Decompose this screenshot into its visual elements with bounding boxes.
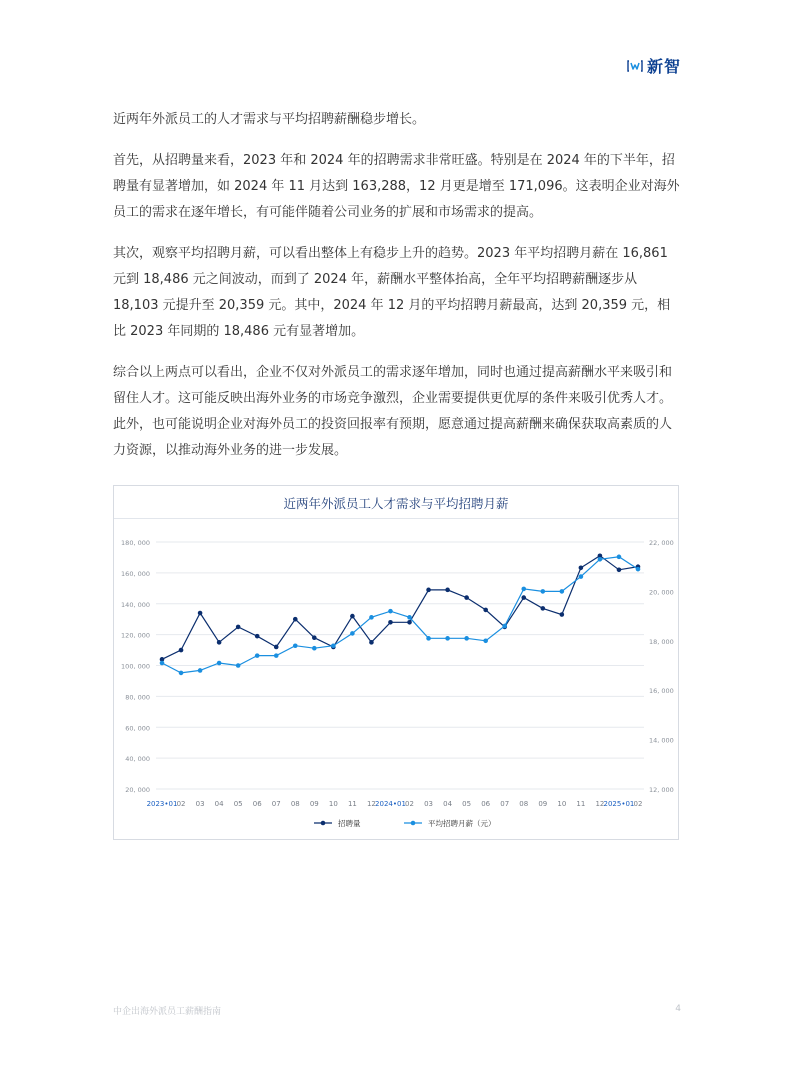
data-point-series-2 bbox=[464, 636, 469, 641]
data-point-series-1 bbox=[198, 611, 203, 616]
data-point-series-2 bbox=[331, 643, 336, 648]
series-line-1 bbox=[162, 556, 638, 660]
x-tick-label: 06 bbox=[252, 800, 262, 808]
data-point-series-2 bbox=[312, 646, 317, 651]
x-tick-label: 05 bbox=[233, 800, 243, 808]
y-right-tick-label: 12, 000 bbox=[649, 786, 674, 794]
data-point-series-2 bbox=[274, 653, 279, 658]
x-tick-label: 04 bbox=[214, 800, 224, 808]
x-tick-label: 07 bbox=[500, 800, 510, 808]
y-left-tick-label: 40, 000 bbox=[125, 755, 150, 764]
data-point-series-2 bbox=[179, 671, 184, 676]
data-point-series-2 bbox=[541, 589, 546, 594]
data-point-series-1 bbox=[541, 606, 546, 611]
y-right-tick-label: 20, 000 bbox=[649, 588, 674, 597]
legend-swatch-marker bbox=[321, 821, 326, 826]
data-point-series-2 bbox=[617, 555, 622, 560]
data-point-series-1 bbox=[560, 612, 565, 617]
data-point-series-2 bbox=[407, 615, 412, 620]
y-left-tick-label: 100, 000 bbox=[121, 662, 150, 671]
footer-document-title: 中企出海外派员工薪酬指南 bbox=[113, 1007, 222, 1017]
x-tick-label: 2023•01 bbox=[146, 800, 178, 808]
data-point-series-2 bbox=[388, 609, 393, 614]
x-tick-label: 10 bbox=[328, 800, 338, 808]
x-tick-label: 10 bbox=[557, 800, 567, 808]
data-point-series-2 bbox=[160, 661, 165, 666]
data-point-series-2 bbox=[445, 636, 450, 641]
data-point-series-2 bbox=[369, 615, 374, 620]
x-tick-label: 07 bbox=[271, 800, 281, 808]
footer-page-number: 4 bbox=[675, 1004, 681, 1014]
data-point-series-2 bbox=[293, 643, 298, 648]
data-point-series-2 bbox=[560, 589, 565, 594]
y-left-tick-label: 120, 000 bbox=[121, 631, 150, 640]
data-point-series-2 bbox=[579, 574, 584, 579]
article-body bbox=[113, 107, 681, 464]
data-point-series-2 bbox=[598, 557, 603, 562]
data-point-series-2 bbox=[502, 624, 507, 629]
x-tick-label: 02 bbox=[405, 800, 414, 808]
x-tick-label: 2024•01 bbox=[375, 800, 406, 808]
legend-label: 平均招聘月薪（元） bbox=[428, 819, 496, 828]
x-tick-label: 09 bbox=[309, 800, 319, 808]
brand-logo-icon bbox=[627, 59, 643, 73]
data-point-series-1 bbox=[445, 588, 450, 593]
data-point-series-1 bbox=[388, 620, 393, 625]
paragraph-intro: 近两年外派员工的人才需求与平均招聘薪酬稳步增长。 bbox=[113, 112, 426, 127]
data-point-series-1 bbox=[236, 625, 241, 630]
data-point-series-2 bbox=[521, 587, 526, 592]
legend-label: 招聘量 bbox=[338, 819, 361, 828]
y-left-tick-label: 20, 000 bbox=[125, 786, 150, 794]
chart-title: 近两年外派员工人才需求与平均招聘月薪 bbox=[283, 496, 509, 511]
brand-logo bbox=[627, 54, 681, 77]
data-point-series-1 bbox=[407, 620, 412, 625]
brand-name: 新智 bbox=[646, 57, 681, 76]
data-point-series-1 bbox=[274, 645, 279, 650]
x-tick-label: 03 bbox=[424, 800, 434, 808]
y-right-tick-label: 18, 000 bbox=[649, 637, 674, 646]
x-tick-label: 05 bbox=[462, 800, 472, 808]
x-tick-label: 09 bbox=[538, 800, 548, 808]
data-point-series-2 bbox=[198, 668, 203, 673]
x-tick-label: 2025•01 bbox=[603, 800, 635, 808]
data-point-series-2 bbox=[636, 567, 641, 572]
y-left-tick-label: 160, 000 bbox=[121, 569, 150, 578]
x-tick-label: 02 bbox=[633, 800, 643, 808]
data-point-series-1 bbox=[293, 617, 298, 622]
data-point-series-1 bbox=[350, 614, 355, 619]
paragraph-average-salary: 其次，观察平均招聘月薪，可以看出整体上有稳步上升的趋势。2023 年平均招聘月薪在 16,861 元到 18,486 元之间波动，而到了 2024 年，薪酬水平整体抬高，全年平均招聘薪酬逐步从 18,103 元提升至 20,359 元。其中，2024 年 12 月的平均招聘月薪最高，达到 20,359 元，相比 2023 年同期的 18,486 元有显著增加。 bbox=[113, 246, 671, 339]
data-point-series-2 bbox=[426, 636, 431, 641]
data-point-series-1 bbox=[217, 640, 222, 645]
paragraph-recruitment-volume: 首先，从招聘量来看，2023 年和 2024 年的招聘需求非常旺盛。特别是在 2024 年的下半年，招聘量有显著增加，如 2024 年 11 月达到 163,288，12 月更是增至 171,096。这表明企业对海外员工的需求在逐年增长，有可能伴随着公司业务的扩展和市场需求的提高。 bbox=[113, 153, 680, 220]
data-point-series-1 bbox=[579, 565, 584, 570]
data-point-series-2 bbox=[236, 663, 241, 668]
x-tick-label: 03 bbox=[195, 800, 205, 808]
x-tick-label: 04 bbox=[443, 800, 453, 808]
data-point-series-2 bbox=[217, 661, 222, 666]
data-point-series-1 bbox=[369, 640, 374, 645]
data-point-series-1 bbox=[521, 595, 526, 600]
data-point-series-1 bbox=[179, 648, 184, 653]
y-left-tick-label: 60, 000 bbox=[125, 724, 150, 733]
y-right-tick-label: 22, 000 bbox=[649, 539, 674, 547]
line-chart bbox=[114, 486, 678, 839]
data-point-series-1 bbox=[312, 635, 317, 640]
x-tick-label: 06 bbox=[481, 800, 491, 808]
series-line-2 bbox=[162, 557, 638, 673]
legend-swatch-marker bbox=[411, 821, 416, 826]
chart-container bbox=[113, 485, 679, 840]
data-point-series-2 bbox=[483, 639, 488, 644]
data-point-series-1 bbox=[426, 588, 431, 593]
y-left-tick-label: 140, 000 bbox=[121, 600, 150, 609]
data-point-series-2 bbox=[350, 631, 355, 636]
data-point-series-1 bbox=[464, 595, 469, 600]
paragraph-conclusion: 综合以上两点可以看出，企业不仅对外派员工的需求逐年增加，同时也通过提高薪酬水平来吸引和留住人才。这可能反映出海外业务的市场竞争激烈，企业需要提供更优厚的条件来吸引优秀人才。此外，也可能说明企业对海外员工的投资回报率有预期，愿意通过提高薪酬来确保获取高素质的人力资源，以推动海外业务的进一步发展。 bbox=[113, 365, 673, 458]
x-tick-label: 08 bbox=[290, 800, 300, 808]
y-right-tick-label: 16, 000 bbox=[649, 687, 674, 696]
y-left-tick-label: 180, 000 bbox=[121, 539, 150, 547]
data-point-series-1 bbox=[617, 567, 622, 572]
x-tick-label: 11 bbox=[347, 800, 357, 808]
x-tick-label: 12 bbox=[366, 800, 376, 808]
x-tick-label: 02 bbox=[176, 800, 186, 808]
y-left-tick-label: 80, 000 bbox=[125, 693, 150, 702]
data-point-series-1 bbox=[483, 608, 488, 613]
x-tick-label: 12 bbox=[595, 800, 605, 808]
data-point-series-1 bbox=[255, 634, 260, 639]
y-right-tick-label: 14, 000 bbox=[649, 736, 674, 745]
data-point-series-2 bbox=[255, 653, 260, 658]
x-tick-label: 08 bbox=[519, 800, 529, 808]
x-tick-label: 11 bbox=[576, 800, 586, 808]
